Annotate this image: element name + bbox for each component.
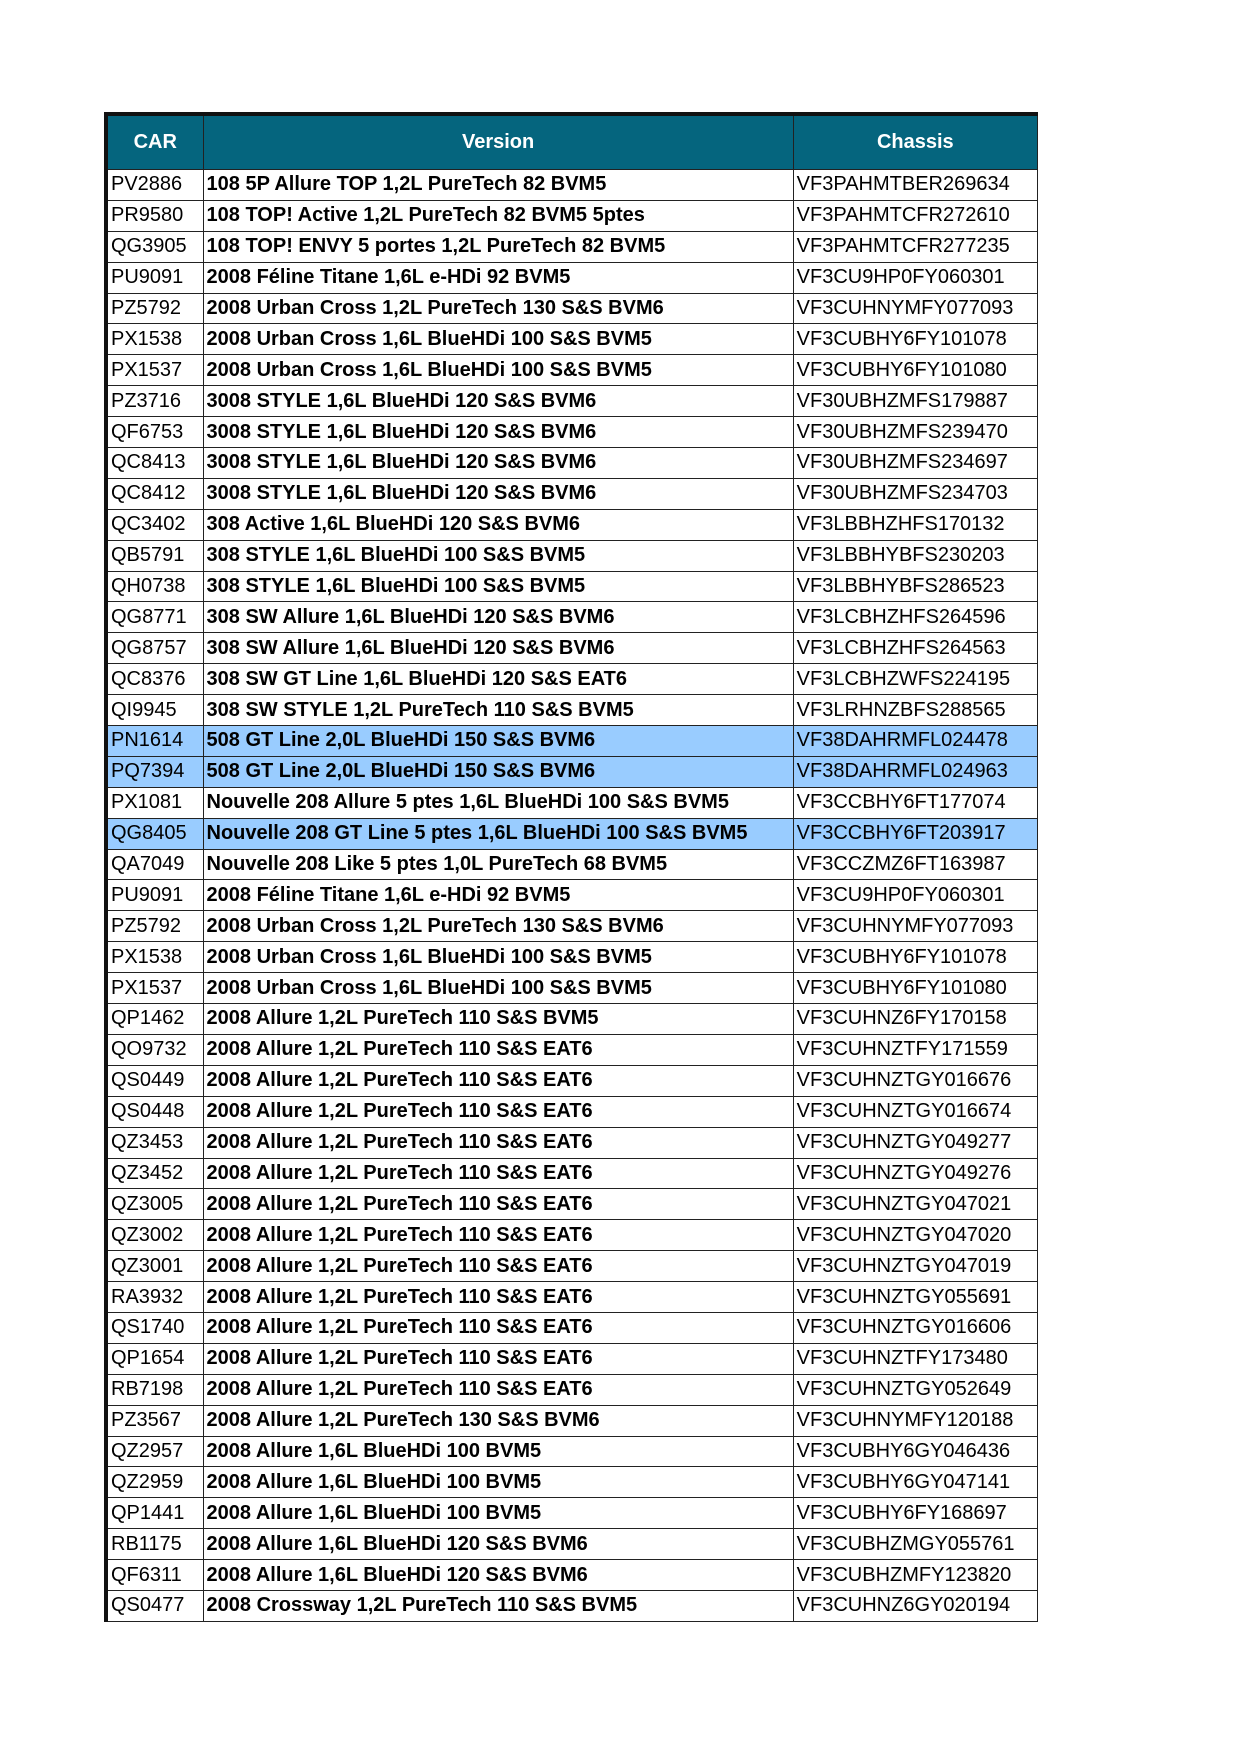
- car-cell: QC8376: [106, 664, 203, 695]
- version-cell: 2008 Allure 1,6L BlueHDi 120 S&S BVM6: [203, 1529, 793, 1560]
- chassis-cell: VF3CUBHY6FY101078: [793, 324, 1037, 355]
- car-cell: QA7049: [106, 849, 203, 880]
- version-cell: 2008 Urban Cross 1,2L PureTech 130 S&S BVM6: [203, 293, 793, 324]
- header-car: CAR: [106, 114, 203, 170]
- version-cell: 2008 Urban Cross 1,2L PureTech 130 S&S BVM6: [203, 911, 793, 942]
- chassis-cell: VF3CUHNZTGY016676: [793, 1065, 1037, 1096]
- table-row: [106, 1436, 1038, 1467]
- table-row: [106, 540, 1038, 571]
- table-row: [106, 756, 1038, 787]
- car-cell: QG8771: [106, 602, 203, 633]
- car-cell: QS0449: [106, 1065, 203, 1096]
- version-cell: 2008 Allure 1,2L PureTech 110 S&S BVM5: [203, 1004, 793, 1035]
- version-cell: 508 GT Line 2,0L BlueHDi 150 S&S BVM6: [203, 726, 793, 757]
- car-cell: PU9091: [106, 880, 203, 911]
- car-cell: QC8413: [106, 448, 203, 479]
- version-cell: 2008 Allure 1,2L PureTech 130 S&S BVM6: [203, 1405, 793, 1436]
- car-cell: QG8757: [106, 633, 203, 664]
- version-cell: 308 STYLE 1,6L BlueHDi 100 S&S BVM5: [203, 540, 793, 571]
- version-cell: 2008 Allure 1,2L PureTech 110 S&S EAT6: [203, 1282, 793, 1313]
- chassis-cell: VF3CUBHZMFY123820: [793, 1560, 1037, 1591]
- chassis-cell: VF3PAHMTCFR272610: [793, 200, 1037, 231]
- table-row: [106, 1312, 1038, 1343]
- chassis-cell: VF3CUHNZTGY047021: [793, 1189, 1037, 1220]
- table-row: [106, 170, 1038, 201]
- header-chassis: Chassis: [793, 114, 1037, 170]
- car-cell: PX1537: [106, 355, 203, 386]
- table-row: [106, 1560, 1038, 1591]
- car-cell: QF6753: [106, 417, 203, 448]
- chassis-cell: VF38DAHRMFL024963: [793, 756, 1037, 787]
- version-cell: 2008 Allure 1,2L PureTech 110 S&S EAT6: [203, 1189, 793, 1220]
- table-row: [106, 231, 1038, 262]
- car-cell: QH0738: [106, 571, 203, 602]
- version-cell: 2008 Allure 1,2L PureTech 110 S&S EAT6: [203, 1158, 793, 1189]
- version-cell: 108 TOP! Active 1,2L PureTech 82 BVM5 5ptes: [203, 200, 793, 231]
- chassis-cell: VF3CUHNZTGY049277: [793, 1127, 1037, 1158]
- table-row: [106, 849, 1038, 880]
- table-row: [106, 1590, 1038, 1621]
- version-cell: 2008 Allure 1,2L PureTech 110 S&S EAT6: [203, 1127, 793, 1158]
- table-row: [106, 293, 1038, 324]
- chassis-cell: VF3CUBHY6FY101078: [793, 942, 1037, 973]
- car-cell: RB1175: [106, 1529, 203, 1560]
- table-row: [106, 1189, 1038, 1220]
- car-cell: PZ5792: [106, 293, 203, 324]
- car-cell: QG8405: [106, 818, 203, 849]
- version-cell: 3008 STYLE 1,6L BlueHDi 120 S&S BVM6: [203, 386, 793, 417]
- car-cell: PX1538: [106, 942, 203, 973]
- chassis-cell: VF3LCBHZWFS224195: [793, 664, 1037, 695]
- chassis-cell: VF3CCZMZ6FT163987: [793, 849, 1037, 880]
- table-row: [106, 911, 1038, 942]
- table-row: [106, 1529, 1038, 1560]
- table-row: [106, 1282, 1038, 1313]
- table-row: [106, 1467, 1038, 1498]
- chassis-cell: VF3CCBHY6FT203917: [793, 818, 1037, 849]
- table-row: [106, 1374, 1038, 1405]
- table-row: [106, 324, 1038, 355]
- table-row: [106, 880, 1038, 911]
- table-row: [106, 818, 1038, 849]
- car-cell: QZ3452: [106, 1158, 203, 1189]
- table-row: [106, 386, 1038, 417]
- chassis-cell: VF3CUBHY6FY101080: [793, 973, 1037, 1004]
- version-cell: 308 SW Allure 1,6L BlueHDi 120 S&S BVM6: [203, 633, 793, 664]
- table-row: [106, 509, 1038, 540]
- version-cell: 2008 Urban Cross 1,6L BlueHDi 100 S&S BVM5: [203, 973, 793, 1004]
- chassis-cell: VF3LRHNZBFS288565: [793, 695, 1037, 726]
- chassis-cell: VF3CUBHY6GY047141: [793, 1467, 1037, 1498]
- chassis-cell: VF3CUHNZTGY055691: [793, 1282, 1037, 1313]
- table-row: [106, 1343, 1038, 1374]
- car-cell: QF6311: [106, 1560, 203, 1591]
- version-cell: Nouvelle 208 Like 5 ptes 1,0L PureTech 68 BVM5: [203, 849, 793, 880]
- car-cell: QC3402: [106, 509, 203, 540]
- version-cell: 308 Active 1,6L BlueHDi 120 S&S BVM6: [203, 509, 793, 540]
- car-cell: PU9091: [106, 262, 203, 293]
- chassis-cell: VF30UBHZMFS179887: [793, 386, 1037, 417]
- version-cell: 3008 STYLE 1,6L BlueHDi 120 S&S BVM6: [203, 448, 793, 479]
- chassis-cell: VF3CUHNZTFY173480: [793, 1343, 1037, 1374]
- chassis-cell: VF30UBHZMFS234697: [793, 448, 1037, 479]
- version-cell: 2008 Allure 1,6L BlueHDi 100 BVM5: [203, 1498, 793, 1529]
- car-cell: QI9945: [106, 695, 203, 726]
- chassis-cell: VF3CU9HP0FY060301: [793, 262, 1037, 293]
- chassis-cell: VF3CUHNYMFY077093: [793, 293, 1037, 324]
- table-row: [106, 973, 1038, 1004]
- header-version: Version: [203, 114, 793, 170]
- version-cell: 2008 Crossway 1,2L PureTech 110 S&S BVM5: [203, 1590, 793, 1621]
- car-cell: QB5791: [106, 540, 203, 571]
- table-row: [106, 695, 1038, 726]
- chassis-cell: VF3CUBHY6FY168697: [793, 1498, 1037, 1529]
- car-cell: PQ7394: [106, 756, 203, 787]
- chassis-cell: VF3CUHNZTGY052649: [793, 1374, 1037, 1405]
- version-cell: 2008 Urban Cross 1,6L BlueHDi 100 S&S BVM5: [203, 324, 793, 355]
- car-cell: QP1654: [106, 1343, 203, 1374]
- chassis-cell: VF3LCBHZHFS264596: [793, 602, 1037, 633]
- table-row: [106, 787, 1038, 818]
- chassis-cell: VF3CUHNZTFY171559: [793, 1034, 1037, 1065]
- chassis-cell: VF3CCBHY6FT177074: [793, 787, 1037, 818]
- table-row: [106, 1065, 1038, 1096]
- chassis-cell: VF3CU9HP0FY060301: [793, 880, 1037, 911]
- chassis-cell: VF3CUHNZTGY047019: [793, 1251, 1037, 1282]
- table-row: [106, 1251, 1038, 1282]
- car-cell: QO9732: [106, 1034, 203, 1065]
- car-cell: QS0448: [106, 1096, 203, 1127]
- chassis-cell: VF3LBBHYBFS230203: [793, 540, 1037, 571]
- car-cell: QG3905: [106, 231, 203, 262]
- car-cell: RB7198: [106, 1374, 203, 1405]
- version-cell: 2008 Allure 1,2L PureTech 110 S&S EAT6: [203, 1374, 793, 1405]
- chassis-cell: VF3LCBHZHFS264563: [793, 633, 1037, 664]
- version-cell: 308 SW GT Line 1,6L BlueHDi 120 S&S EAT6: [203, 664, 793, 695]
- table-row: [106, 448, 1038, 479]
- chassis-cell: VF3CUHNZTGY016606: [793, 1312, 1037, 1343]
- table-row: [106, 1004, 1038, 1035]
- version-cell: 508 GT Line 2,0L BlueHDi 150 S&S BVM6: [203, 756, 793, 787]
- table-row: [106, 1034, 1038, 1065]
- table-row: [106, 942, 1038, 973]
- table-row: [106, 1158, 1038, 1189]
- version-cell: 2008 Allure 1,2L PureTech 110 S&S EAT6: [203, 1220, 793, 1251]
- chassis-cell: VF3CUHNZTGY016674: [793, 1096, 1037, 1127]
- version-cell: 2008 Allure 1,2L PureTech 110 S&S EAT6: [203, 1251, 793, 1282]
- chassis-cell: VF3CUHNYMFY077093: [793, 911, 1037, 942]
- table-row: [106, 355, 1038, 386]
- table-row: [106, 664, 1038, 695]
- version-cell: 2008 Allure 1,2L PureTech 110 S&S EAT6: [203, 1065, 793, 1096]
- version-cell: 2008 Allure 1,2L PureTech 110 S&S EAT6: [203, 1034, 793, 1065]
- version-cell: Nouvelle 208 Allure 5 ptes 1,6L BlueHDi 100 S&S BVM5: [203, 787, 793, 818]
- table-row: [106, 478, 1038, 509]
- chassis-cell: VF3CUHNZ6FY170158: [793, 1004, 1037, 1035]
- version-cell: 108 TOP! ENVY 5 portes 1,2L PureTech 82 BVM5: [203, 231, 793, 262]
- car-cell: PR9580: [106, 200, 203, 231]
- table-row: [106, 633, 1038, 664]
- chassis-cell: VF30UBHZMFS234703: [793, 478, 1037, 509]
- version-cell: 308 SW STYLE 1,2L PureTech 110 S&S BVM5: [203, 695, 793, 726]
- version-cell: 2008 Allure 1,2L PureTech 110 S&S EAT6: [203, 1343, 793, 1374]
- version-cell: 308 STYLE 1,6L BlueHDi 100 S&S BVM5: [203, 571, 793, 602]
- version-cell: 2008 Féline Titane 1,6L e-HDi 92 BVM5: [203, 880, 793, 911]
- car-cell: PN1614: [106, 726, 203, 757]
- table-row: [106, 417, 1038, 448]
- car-cell: RA3932: [106, 1282, 203, 1313]
- vehicle-table: [104, 112, 1038, 1622]
- version-cell: 2008 Allure 1,2L PureTech 110 S&S EAT6: [203, 1096, 793, 1127]
- version-cell: 108 5P Allure TOP 1,2L PureTech 82 BVM5: [203, 170, 793, 201]
- version-cell: 2008 Urban Cross 1,6L BlueHDi 100 S&S BVM5: [203, 942, 793, 973]
- table-row: [106, 262, 1038, 293]
- car-cell: PX1538: [106, 324, 203, 355]
- chassis-cell: VF3LBBHZHFS170132: [793, 509, 1037, 540]
- table-row: [106, 571, 1038, 602]
- car-cell: QS1740: [106, 1312, 203, 1343]
- version-cell: 2008 Allure 1,6L BlueHDi 100 BVM5: [203, 1467, 793, 1498]
- chassis-cell: VF3CUBHZMGY055761: [793, 1529, 1037, 1560]
- car-cell: QZ3005: [106, 1189, 203, 1220]
- car-cell: QZ2957: [106, 1436, 203, 1467]
- chassis-cell: VF3LBBHYBFS286523: [793, 571, 1037, 602]
- version-cell: 3008 STYLE 1,6L BlueHDi 120 S&S BVM6: [203, 478, 793, 509]
- table-row: [106, 1405, 1038, 1436]
- version-cell: 2008 Féline Titane 1,6L e-HDi 92 BVM5: [203, 262, 793, 293]
- chassis-cell: VF3CUHNYMFY120188: [793, 1405, 1037, 1436]
- car-cell: QP1441: [106, 1498, 203, 1529]
- car-cell: PZ5792: [106, 911, 203, 942]
- chassis-cell: VF30UBHZMFS239470: [793, 417, 1037, 448]
- version-cell: Nouvelle 208 GT Line 5 ptes 1,6L BlueHDi 100 S&S BVM5: [203, 818, 793, 849]
- car-cell: PV2886: [106, 170, 203, 201]
- chassis-cell: VF38DAHRMFL024478: [793, 726, 1037, 757]
- header-row: [106, 114, 1038, 170]
- chassis-cell: VF3CUHNZTGY049276: [793, 1158, 1037, 1189]
- chassis-cell: VF3PAHMTBER269634: [793, 170, 1037, 201]
- version-cell: 2008 Allure 1,2L PureTech 110 S&S EAT6: [203, 1312, 793, 1343]
- car-cell: QZ3002: [106, 1220, 203, 1251]
- table-row: [106, 1127, 1038, 1158]
- car-cell: QZ2959: [106, 1467, 203, 1498]
- version-cell: 3008 STYLE 1,6L BlueHDi 120 S&S BVM6: [203, 417, 793, 448]
- car-cell: PX1537: [106, 973, 203, 1004]
- car-cell: QP1462: [106, 1004, 203, 1035]
- table-row: [106, 726, 1038, 757]
- car-cell: PZ3567: [106, 1405, 203, 1436]
- car-cell: PZ3716: [106, 386, 203, 417]
- chassis-cell: VF3PAHMTCFR277235: [793, 231, 1037, 262]
- car-cell: PX1081: [106, 787, 203, 818]
- chassis-cell: VF3CUHNZTGY047020: [793, 1220, 1037, 1251]
- version-cell: 2008 Allure 1,6L BlueHDi 100 BVM5: [203, 1436, 793, 1467]
- table-row: [106, 1096, 1038, 1127]
- table-row: [106, 602, 1038, 633]
- version-cell: 2008 Urban Cross 1,6L BlueHDi 100 S&S BVM5: [203, 355, 793, 386]
- chassis-cell: VF3CUBHY6GY046436: [793, 1436, 1037, 1467]
- table-row: [106, 200, 1038, 231]
- version-cell: 2008 Allure 1,6L BlueHDi 120 S&S BVM6: [203, 1560, 793, 1591]
- chassis-cell: VF3CUBHY6FY101080: [793, 355, 1037, 386]
- car-cell: QS0477: [106, 1590, 203, 1621]
- car-cell: QC8412: [106, 478, 203, 509]
- car-cell: QZ3001: [106, 1251, 203, 1282]
- table-row: [106, 1220, 1038, 1251]
- version-cell: 308 SW Allure 1,6L BlueHDi 120 S&S BVM6: [203, 602, 793, 633]
- car-cell: QZ3453: [106, 1127, 203, 1158]
- chassis-cell: VF3CUHNZ6GY020194: [793, 1590, 1037, 1621]
- table-row: [106, 1498, 1038, 1529]
